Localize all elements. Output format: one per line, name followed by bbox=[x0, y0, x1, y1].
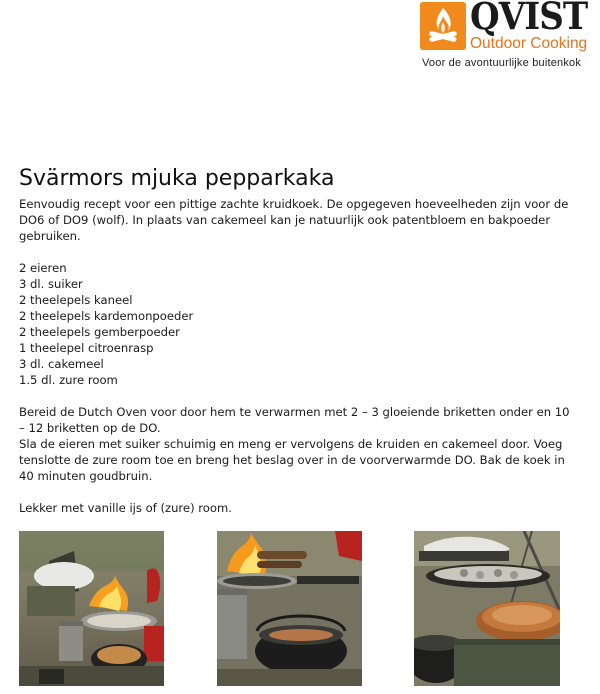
campfire-chimney-starter-photo bbox=[19, 531, 164, 686]
ingredient-list bbox=[19, 260, 579, 388]
brand-logo bbox=[418, 2, 600, 72]
recipe-content bbox=[19, 196, 579, 532]
ingredient-item: 3 dl. suiker bbox=[19, 277, 83, 291]
brand-subtitle: Outdoor Cooking bbox=[470, 35, 588, 52]
ingredient-item: 2 theelepels gemberpoeder bbox=[19, 325, 180, 339]
instruction-step-1: Bereid de Dutch Oven voor door hem te verwarmen met 2 – 3 gloeiende briketten onder en 10 – 12 briketten op de DO. bbox=[19, 405, 570, 435]
briquettes-dutch-oven-photo bbox=[217, 531, 362, 686]
ingredient-item: 1 theelepel citroenrasp bbox=[19, 341, 154, 355]
campfire-logo-icon bbox=[420, 2, 466, 50]
serving-suggestion: Lekker met vanille ijs of (zure) room. bbox=[19, 501, 232, 515]
ingredient-item: 1.5 dl. zure room bbox=[19, 373, 118, 387]
ingredient-item: 2 theelepels kardemonpoeder bbox=[19, 309, 194, 323]
ingredient-item: 3 dl. cakemeel bbox=[19, 357, 104, 371]
brand-tagline: Voor de avontuurlijke buitenkok bbox=[422, 57, 582, 69]
instructions bbox=[19, 404, 579, 484]
brand-name: QVIST bbox=[470, 0, 588, 38]
baked-cake-photo bbox=[414, 531, 560, 686]
recipe-title: Svärmors mjuka pepparkaka bbox=[19, 166, 335, 191]
ingredient-item: 2 eieren bbox=[19, 261, 67, 275]
ingredient-item: 2 theelepels kaneel bbox=[19, 293, 133, 307]
instruction-step-2: Sla de eieren met suiker schuimig en meng er vervolgens de kruiden en cakemeel door. Voeg tenslotte de zure room toe en breng het beslag over in de voorverwarmde DO. Bak de koek in 40 minuten goudbruin. bbox=[19, 437, 565, 483]
recipe-intro: Eenvoudig recept voor een pittige zachte kruidkoek. De opgegeven hoeveelheden zijn voor de DO6 of DO9 (wolf). In plaats van cakemeel kan je natuurlijk ook patentbloem en bakpoeder gebruiken. bbox=[19, 197, 569, 243]
